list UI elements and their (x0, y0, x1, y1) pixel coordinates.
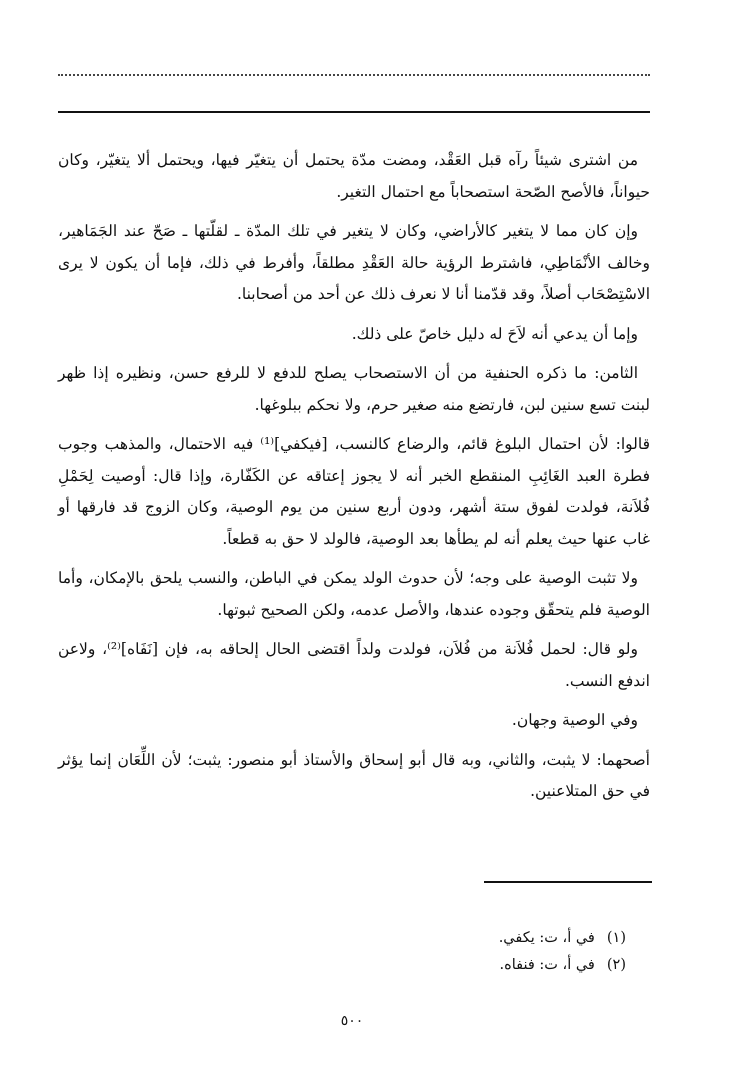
paragraph-2: وإن كان مما لا يتغير كالأراضي، وكان لا يتغير في تلك المدّة ـ لقلّتها ـ صَحّ عند الجَمَاهير، وخالف الأنْمَاطِي، فاشترط الرؤية حالة العَقْدِ مطلقاً، وأفرط في ذلك، فإما أن يكون لا يرى الاسْتِصْحَاب أصلاً، وقد قدّمنا أنا لا نعرف ذلك عن أحد من أصحابنا. (58, 222, 650, 303)
paragraph-1: من اشترى شيئاً رآه قبل العَقْد، ومضت مدّة يحتمل أن يتغيّر فيها، ويحتمل ألا يتغيّر، وكان حيواناً، فالأصح الصّحة استصحاباً مع احتمال التغير. (58, 151, 650, 201)
paragraph-5: قالوا: لأن احتمال البلوغ قائم، والرضاع كالنسب، [فيكفي]⁽¹⁾ فيه الاحتمال، والمذهب وجوب فطرة العبد الغَائِبِ المنقطع الخبر أنه لا يجوز إعتاقه عن الكَفّارة، وإذا قال: أوصيت لِحَمْلِ فُلاَنة، فولدت لفوق ستة أشهر، ودون أربع سنين من يوم الوصية، وكان الزوج قد فارقها أو غاب عنها حيث يعلم أنه لم يطأها بعد الوصية، فالولد لا حق به قطعاً. (58, 435, 651, 548)
footnote-1 (58, 925, 650, 952)
page-number: ٥٠٠ (340, 1013, 364, 1029)
header-dotted-rule (58, 74, 650, 76)
footnote-2-number: (٢) (606, 957, 626, 973)
footnotes (58, 925, 650, 979)
paragraph-8: وفي الوصية وجهان. (511, 711, 638, 729)
paragraph-3: وإما أن يدعي أنه لاَحَ له دليل خاصّ على ذلك. (351, 324, 638, 343)
paragraph-7: ولو قال: لحمل فُلاَنة من فُلاَن، فولدت ولداً اقتضى الحال إلحاقه به، فإن [نَفَاه]⁽²⁾، ولاعن اندفع النسب. (58, 640, 650, 690)
paragraph-9: أصحهما: لا يثبت، والثاني، وبه قال أبو إسحاق والأستاذ أبو منصور: يثبت؛ لأن اللِّعَان إنما يؤثر في حق المتلاعنين. (58, 750, 650, 800)
footnote-rule (484, 881, 652, 883)
paragraph-4: الثامن: ما ذكره الحنفية من أن الاستصحاب يصلح للدفع لا للرفع حسن، ونظيره إذا ظهر لبنت تسع سنين لبن، فارتضع منه صغير حرم، ولا نحكم ببلوغها. (58, 364, 650, 414)
paragraph-6: ولا تثبت الوصية على وجه؛ لأن حدوث الولد يمكن في الباطن، والنسب يلحق بالإمكان، وأما الوصية فلم يتحقّق وجوده عندها، والأصل عدمه، ولكن الصحيح ثبوتها. (58, 569, 650, 619)
footnote-2 (58, 952, 650, 979)
footnote-2-text: في أ، ت: فنفاه. (499, 957, 595, 973)
main-text (58, 145, 650, 816)
header-rule (58, 111, 650, 113)
footnote-1-number: (١) (606, 930, 626, 946)
footnote-1-text: في أ، ت: يكفي. (498, 930, 595, 946)
